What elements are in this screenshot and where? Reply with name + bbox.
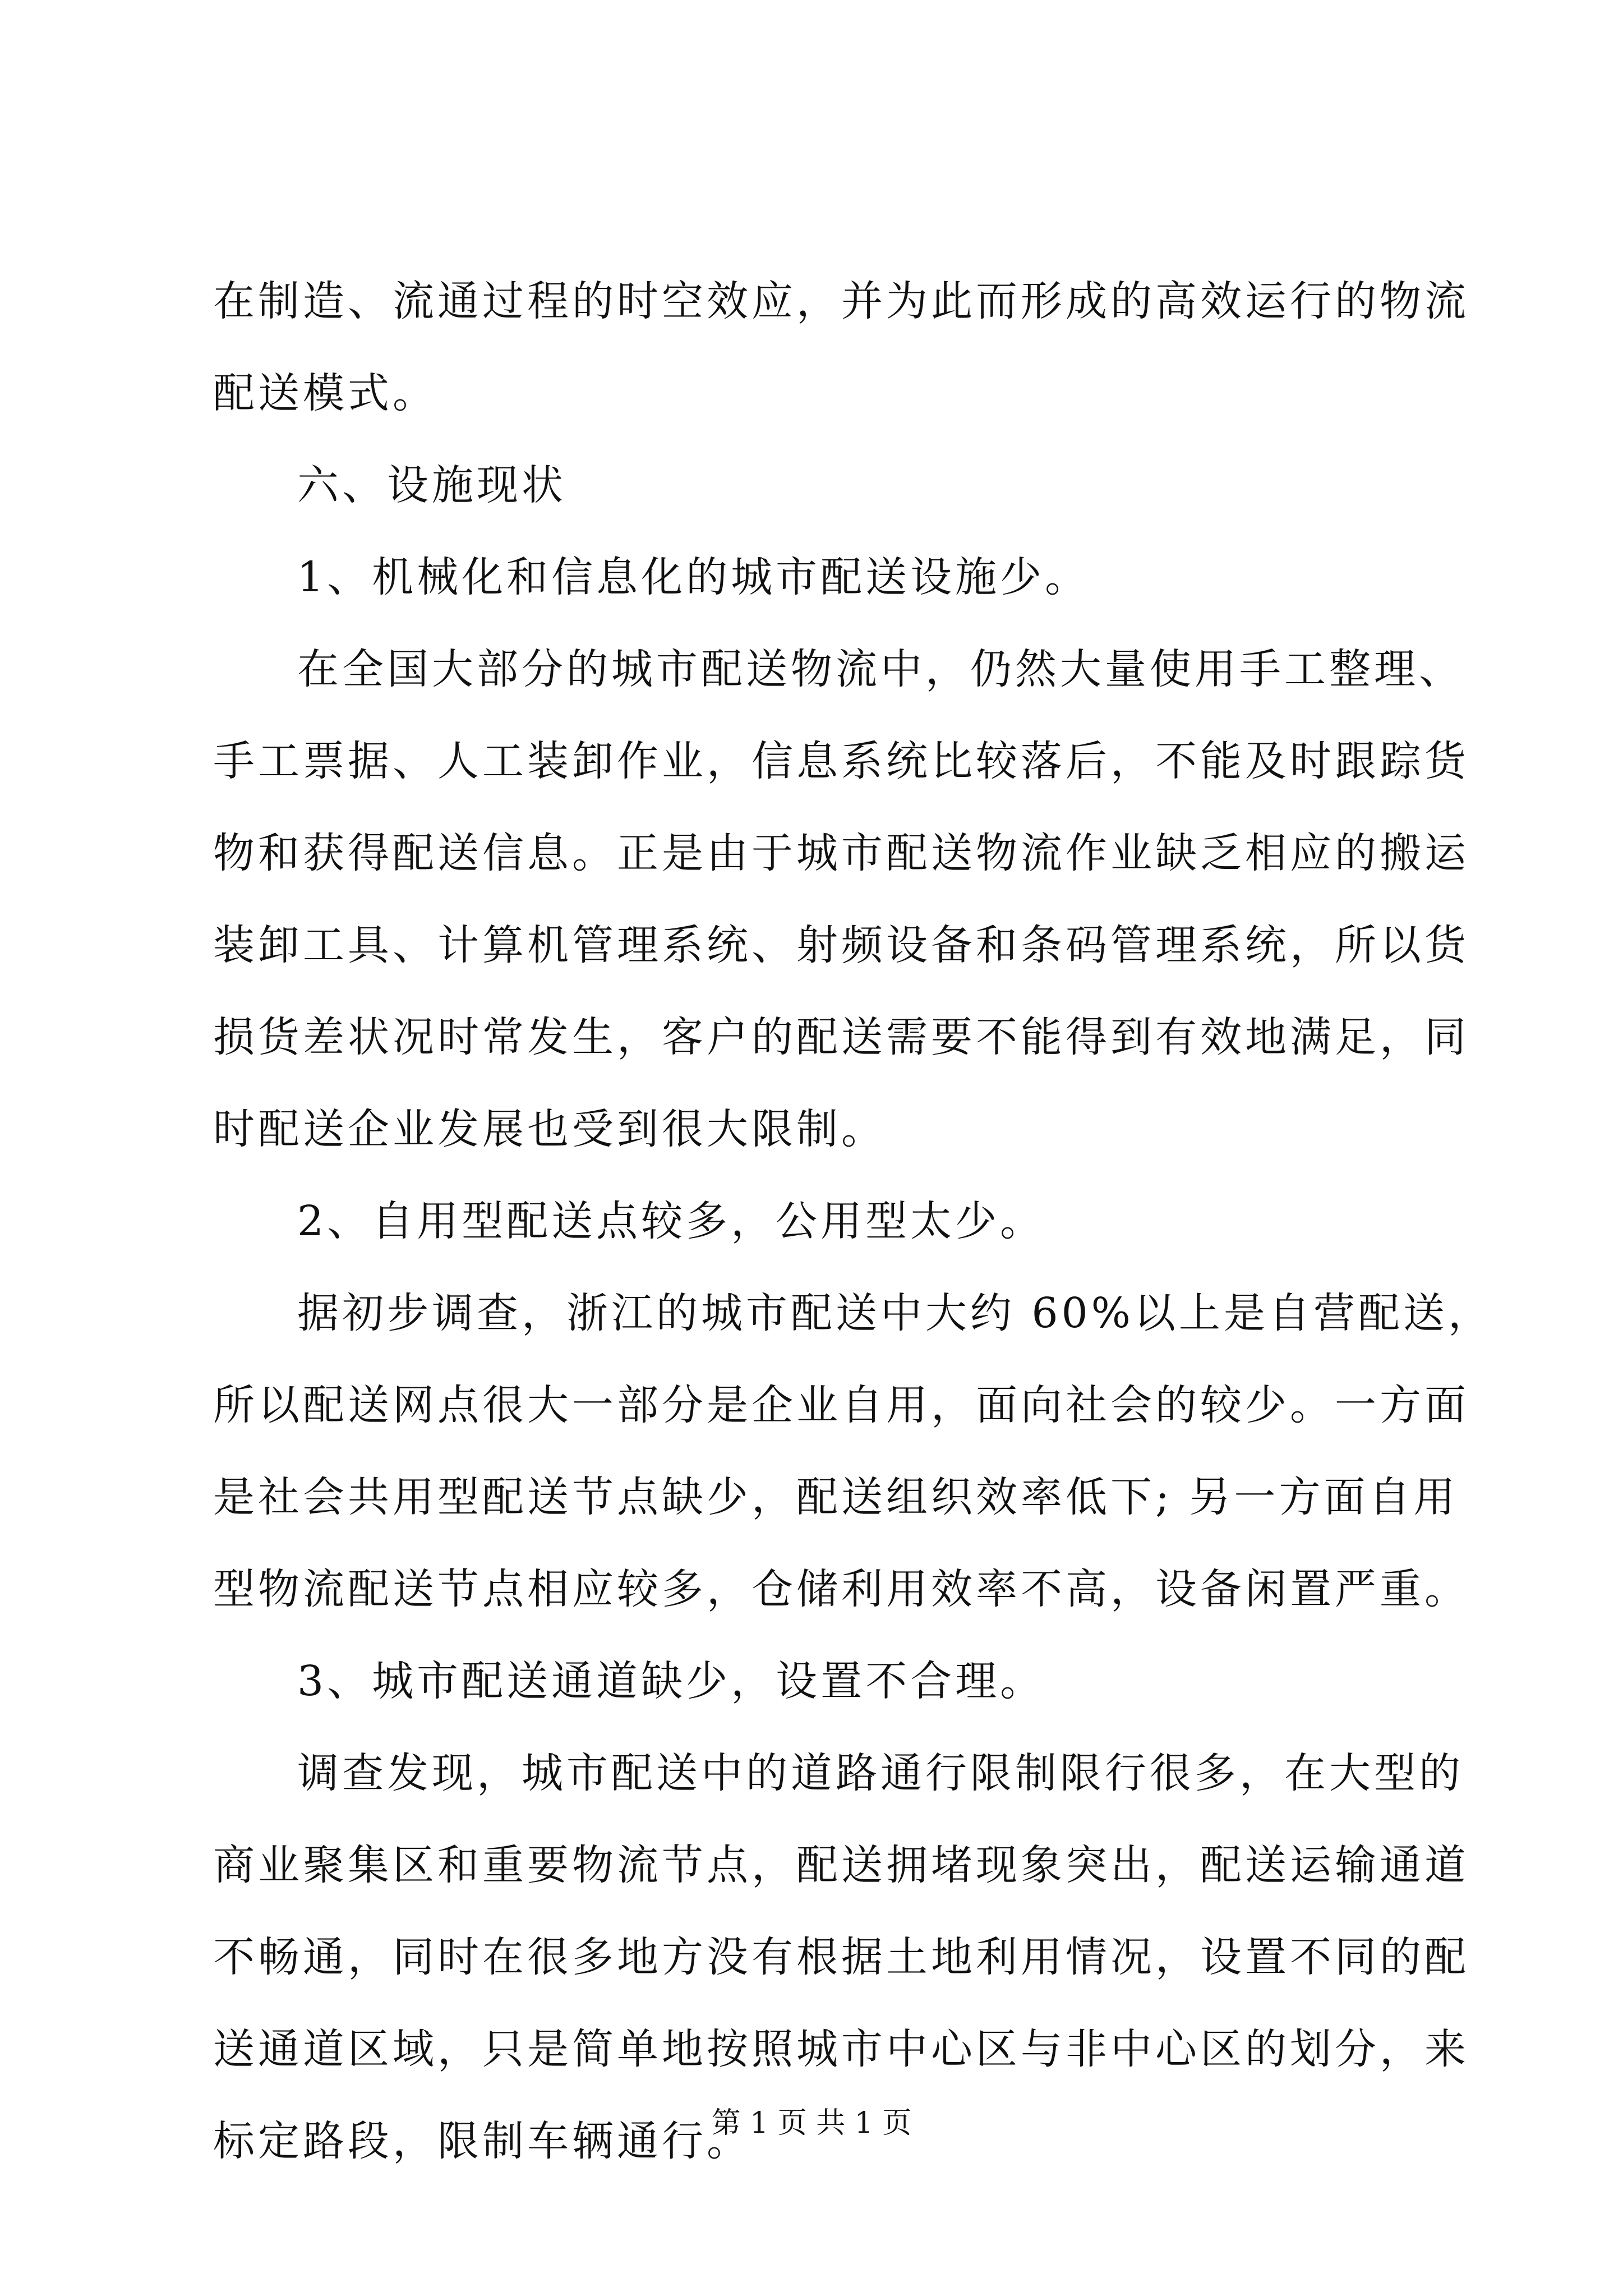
page-footer: 第 1 页 共 1 页 bbox=[711, 2106, 912, 2140]
section-heading: 六、设施现状 bbox=[297, 461, 566, 509]
body-text bbox=[213, 255, 1493, 2187]
text-line: 型物流配送节点相应较多，仓储利用效率不高，设备闲置严重。 bbox=[213, 1565, 1469, 1613]
text-line: 配送模式。 bbox=[213, 369, 437, 417]
text-line: 时配送企业发展也受到很大限制。 bbox=[213, 1105, 886, 1153]
text-line: 不畅通，同时在很多地方没有根据土地利用情况，设置不同的配 bbox=[213, 1933, 1469, 1981]
text-line: 手工票据、人工装卸作业，信息系统比较落后，不能及时跟踪货 bbox=[213, 737, 1469, 785]
text-line: 调查发现，城市配送中的道路通行限制限行很多，在大型的 bbox=[297, 1749, 1464, 1797]
text-line: 装卸工具、计算机管理系统、射频设备和条码管理系统，所以货 bbox=[213, 921, 1469, 969]
text-line: 在全国大部分的城市配送物流中，仍然大量使用手工整理、 bbox=[297, 645, 1464, 693]
text-line: 标定路段，限制车辆通行。 bbox=[213, 2117, 751, 2165]
text-line: 送通道区域，只是简单地按照城市中心区与非中心区的划分，来 bbox=[213, 2025, 1469, 2073]
subsection-heading: 2、自用型配送点较多，公用型太少。 bbox=[297, 1197, 1045, 1245]
text-line: 所以配送网点很大一部分是企业自用，面向社会的较少。一方面 bbox=[213, 1381, 1469, 1429]
text-line: 损货差状况时常发生，客户的配送需要不能得到有效地满足，同 bbox=[213, 1013, 1469, 1061]
text-line: 是社会共用型配送节点缺少，配送组织效率低下; 另一方面自用 bbox=[213, 1473, 1459, 1521]
subsection-heading: 3、城市配送通道缺少，设置不合理。 bbox=[297, 1657, 1045, 1705]
text-line: 物和获得配送信息。正是由于城市配送物流作业缺乏相应的搬运 bbox=[213, 829, 1469, 877]
text-line: 据初步调查，浙江的城市配送中大约 60%以上是自营配送， bbox=[297, 1289, 1493, 1337]
text-line: 在制造、流通过程的时空效应，并为此而形成的高效运行的物流 bbox=[213, 277, 1469, 325]
subsection-heading: 1、机械化和信息化的城市配送设施少。 bbox=[297, 553, 1090, 601]
text-line: 商业聚集区和重要物流节点，配送拥堵现象突出，配送运输通道 bbox=[213, 1841, 1469, 1889]
